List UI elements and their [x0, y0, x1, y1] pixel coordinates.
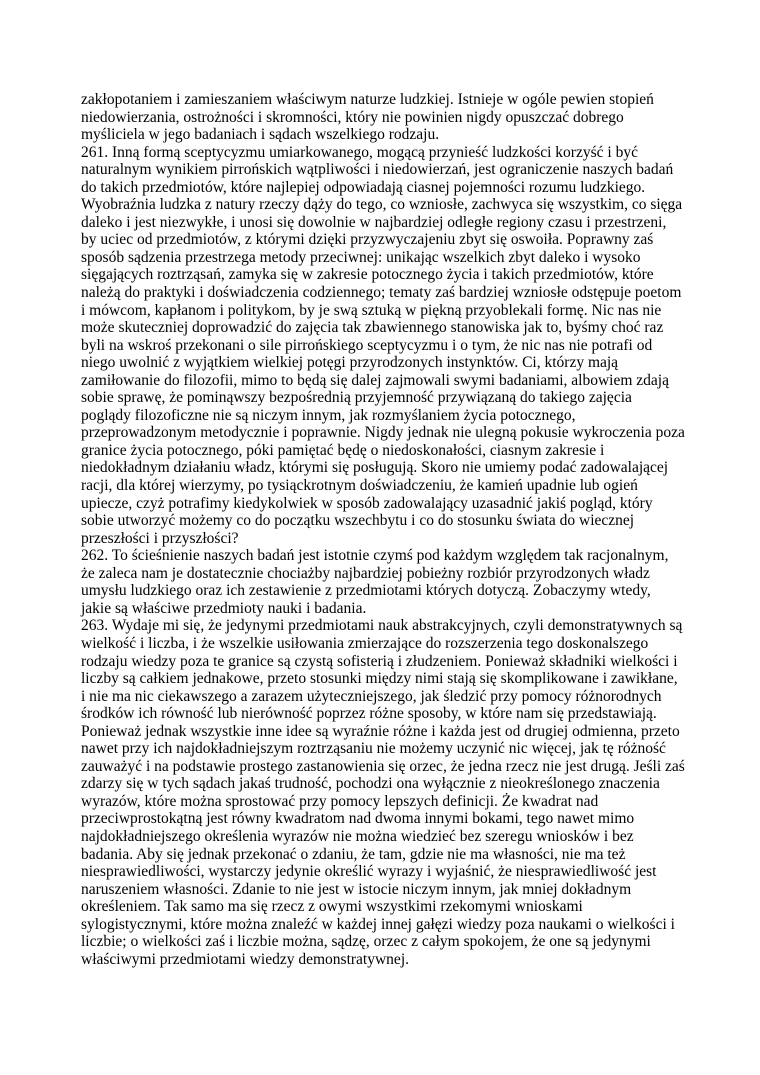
text-line: byli na wskroś przekonani o sile pirrońskiego sceptycyzmu i o tym, że nic nas nie potrafi od — [81, 336, 653, 354]
text-line: badania. Aby się jednak przekonać o zdaniu, że tam, gdzie nie ma własności, nie ma też — [81, 845, 626, 863]
text-line: liczby są całkiem jednakowe, przeto stosunki między nimi stają się skomplikowane i zawikłane, — [81, 670, 678, 688]
text-line: przeszłości i przyszłości? — [81, 529, 239, 547]
text-line: niedokładnym działaniu władz, którymi się posługują. Skoro nie umiemy podać zadowalającej — [81, 459, 669, 477]
text-line: sylogistycznymi, które można znaleźć w każdej innej gałęzi wiedzy poza naukami o wielkości i — [81, 915, 675, 933]
text-line: myśliciela w jego badaniach i sądach wszelkiego rodzaju. — [81, 126, 440, 144]
text-line: wyrazów, które można sprostować przy pomocy lepszych definicji. Że kwadrat nad — [81, 792, 599, 810]
text-line: należą do praktyki i doświadczenia codziennego; tematy zaś bardziej wzniosłe odstępuje poetom — [81, 284, 682, 302]
text-line: właściwymi przedmiotami wiedzy demonstratywnej. — [81, 950, 409, 968]
text-line: zauważyć i na podstawie prostego zastanowienia się orzec, że jedna rzecz nie jest drugą. Jeśli zaś — [81, 757, 685, 775]
text-line: racji, dla której wierzymy, po tysiąckrotnym doświadczeniu, że kamień upadnie lub ogień — [81, 477, 638, 495]
text-line: jakie są właściwe przedmioty nauki i badania. — [81, 599, 367, 617]
text-line: upiecze, czyż potrafimy kiedykolwiek w sposób zadowalający uzasadnić jakiś pogląd, który — [81, 494, 653, 512]
text-line: poglądy filozoficzne nie są niczym innym, jak rozmyślaniem życia potocznego, — [81, 406, 576, 424]
text-line: naturalnym wynikiem pirrońskich wątpliwości i niedowierzań, jest ograniczenie naszych badań — [81, 161, 674, 179]
text-line: sposób sądzenia przestrzega metody przeciwnej: unikając wszelkich zbyt daleko i wysoko — [81, 248, 641, 266]
text-line: wielkość i liczba, i że wszelkie usiłowania zmierzające do rozszerzenia tego doskonalszego — [81, 634, 649, 652]
text-line: naruszeniem własności. Zdanie to nie jest w istocie niczym innym, jak mniej dokładnym — [81, 880, 632, 898]
text-line: zakłopotaniem i zamieszaniem właściwym naturze ludzkiej. Istnieje w ogóle pewien stopień — [81, 91, 654, 108]
body-text — [81, 91, 693, 968]
text-line: przeprowadzonym metodycznie i poprawnie. Nigdy jednak nie ulegną pokusie wykroczenia poza — [81, 424, 685, 442]
text-line: może skuteczniej doprowadzić do zajęcia tak zbawiennego stanowiska jak to, byśmy choć raz — [81, 319, 664, 337]
text-line: by uciec od przedmiotów, z którymi dzięki przyzwyczajeniu zbyt się oswoiła. Poprawny zaś — [81, 231, 654, 249]
text-line: umysłu ludzkiego oraz ich zestawienie z przedmiotami których dotyczą. Zobaczymy wtedy, — [81, 582, 651, 600]
text-line: zamiłowanie do filozofii, mimo to będą się dalej zajmowali swymi badaniami, albowiem zdają — [81, 371, 669, 389]
text-line: Wyobraźnia ludzka z natury rzeczy dąży do tego, co wzniosłe, zachwyca się wszystkim, co sięga — [81, 196, 683, 214]
text-line: sobie sprawę, że pominąwszy bezpośrednią przyjemność przywiązaną do takiego zajęcia — [81, 389, 632, 407]
text-line: rodzaju wiedzy poza te granice są czystą sofisterią i złudzeniem. Ponieważ składniki wielkości i — [81, 652, 678, 670]
text-line: sobie utworzyć możemy co do początku wszechbytu i co do stosunku świata do wiecznej — [81, 512, 635, 530]
text-line: niedowierzania, ostrożności i skromności, który nie powinien nigdy opuszczać dobrego — [81, 108, 624, 126]
text-line: nawet przy ich najdokładniejszym roztrząsaniu nie możemy uczynić nic więcej, jak tę różność — [81, 740, 666, 758]
text-line: że zaleca nam je dostatecznie chociażby najbardziej pobieżny rozbiór przyrodzonych władz — [81, 564, 650, 582]
text-line: przeciwprostokątną jest równy kwadratom nad dwoma innymi bokami, tego nawet mimo — [81, 810, 635, 828]
text-line: niego uwolnić z wyjątkiem wielkiej potęgi przyrodzonych instynktów. Ci, którzy mają — [81, 354, 619, 372]
text-line: sięgających roztrząsań, zamyka się w zakresie potocznego życia i takich przedmiotów, które — [81, 266, 654, 284]
text-line: liczbie; o wielkości zaś i liczbie można, sądzę, orzec z całym spokojem, że one są jedynymi — [81, 933, 651, 951]
text-line: granice życia potocznego, póki pamiętać będę o niedoskonałości, ciasnym zakresie i — [81, 441, 605, 459]
text-line: 263. Wydaje mi się, że jedynymi przedmiotami nauk abstrakcyjnych, czyli demonstratywnych są — [81, 617, 683, 635]
text-line: najdokładniejszego określenia wyrazów nie można wiedzieć bez szeregu wniosków i bez — [81, 827, 634, 845]
text-line: i nie ma nic ciekawszego a zarazem użyteczniejszego, jak śledzić przy pomocy różnorodnych — [81, 687, 662, 705]
text-line: 261. Inną formą sceptycyzmu umiarkowanego, mogącą przynieść ludzkości korzyść i być — [81, 143, 638, 161]
text-line: zdarzy się w tych sądach jakaś trudność, pochodzi ona wyłącznie z nieokreślonego znaczenia — [81, 775, 660, 793]
text-line: i mówcom, kapłanom i politykom, by je swą sztuką w piękną przyoblekali formę. Nic nas nie — [81, 301, 662, 319]
text-line: daleko i jest niezwykłe, i unosi się dowolnie w najbardziej odległe regiony czasu i przestrzeni, — [81, 213, 667, 231]
text-line: Ponieważ jednak wszystkie inne idee są wyraźnie różne i każda jest od drugiej odmienna, przeto — [81, 722, 680, 740]
text-line: określeniem. Tak samo ma się rzecz z owymi wszystkimi rzekomymi wnioskami — [81, 898, 583, 916]
text-line: niesprawiedliwości, wystarczy jedynie określić wyrazy i wyjaśnić, że niesprawiedliwość jest — [81, 863, 657, 881]
text-line: do takich przedmiotów, które najlepiej odpowiadają ciasnej pojemności rozumu ludzkiego. — [81, 178, 646, 196]
text-line: 262. To ścieśnienie naszych badań jest istotnie czymś pod każdym względem tak racjonalnym, — [81, 547, 669, 565]
text-line: środków ich równość lub nierówność poprzez różne sposoby, w które nam się przedstawiają. — [81, 705, 657, 723]
